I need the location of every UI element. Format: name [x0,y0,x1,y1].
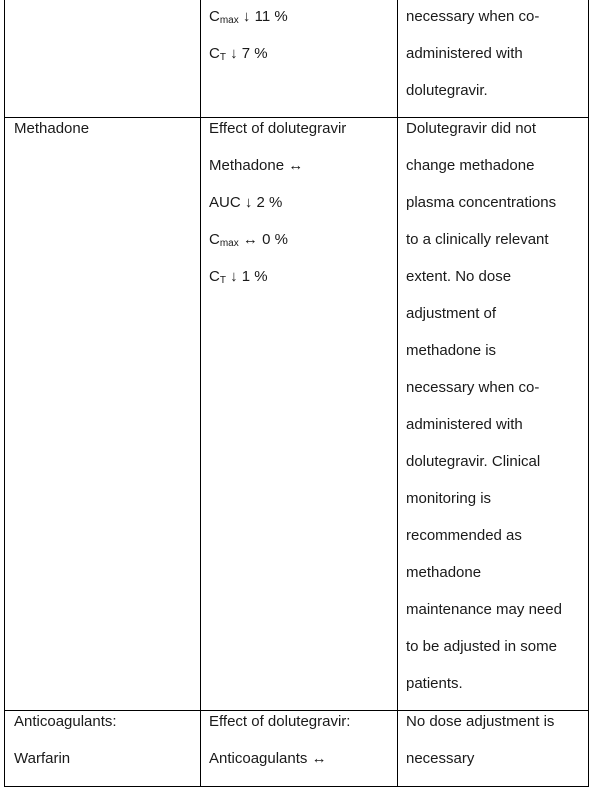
effect-text-line [209,120,346,138]
effect-text-line [209,157,303,175]
effect-subscript: max [219,238,239,249]
table-divider-col2 [397,0,398,787]
effect-main-text: C [209,268,220,285]
drug-text-line: Warfarin [14,750,71,767]
recommendation-text-line: No dose adjustment is [406,713,555,730]
recommendation-text-line: administered with [406,416,523,433]
effect-main-text: C [209,8,220,25]
drug-text-line: Anticoagulants: [14,713,117,730]
effect-main-text: C [209,231,220,248]
effect-main-text: C [209,45,220,62]
recommendation-text-line: to a clinically relevant [406,231,549,248]
effect-main-text: Anticoagulants ↔ [209,750,327,767]
recommendation-text-line: necessary [406,750,475,767]
recommendation-text-line: dolutegravir. [406,82,488,99]
effect-text-line [209,45,268,67]
recommendation-text-line: extent. No dose [406,268,512,285]
recommendation-text-line: recommended as [406,527,522,544]
recommendation-text-line: patients. [406,675,463,692]
recommendation-text-line: administered with [406,45,523,62]
effect-value-text: ↓ 1 % [225,268,268,285]
recommendation-text-line: necessary when co- [406,379,540,396]
recommendation-text-line: monitoring is [406,490,492,507]
effect-main-text: Effect of dolutegravir [209,120,347,137]
table-divider-col1 [200,0,201,787]
recommendation-text-line: to be adjusted in some [406,638,557,655]
effect-value-text: ↓ 7 % [225,45,268,62]
effect-subscript: T [219,275,226,286]
drug-text-line: Methadone [14,120,90,137]
recommendation-text-line: adjustment of [406,305,497,322]
effect-text-line [209,194,282,212]
recommendation-text-line: change methadone [406,157,535,174]
recommendation-text-line: methadone [406,564,482,581]
effect-text-line [209,750,327,768]
effect-text-line [209,231,288,253]
row-divider-1 [4,117,589,118]
recommendation-text-line: plasma concentrations [406,194,557,211]
recommendation-text-line: Dolutegravir did not [406,120,537,137]
recommendation-text-line: methadone is [406,342,497,359]
effect-subscript: max [219,15,239,26]
effect-subscript: T [219,52,226,63]
table-border-right [588,0,589,787]
effect-text-line [209,713,350,731]
effect-main-text: AUC ↓ 2 % [209,194,283,211]
effect-text-line [209,268,268,290]
effect-main-text: Effect of dolutegravir: [209,713,351,730]
recommendation-text-line: maintenance may need [406,601,562,618]
table-border-left [4,0,5,787]
recommendation-text-line: dolutegravir. Clinical [406,453,541,470]
effect-value-text: ↔ 0 % [238,231,288,248]
effect-value-text: ↓ 11 % [238,8,288,25]
table-border-bottom [4,786,589,787]
effect-text-line [209,8,288,30]
row-divider-2 [4,710,589,711]
effect-main-text: Methadone ↔ [209,157,304,174]
recommendation-text-line: necessary when co- [406,8,540,25]
